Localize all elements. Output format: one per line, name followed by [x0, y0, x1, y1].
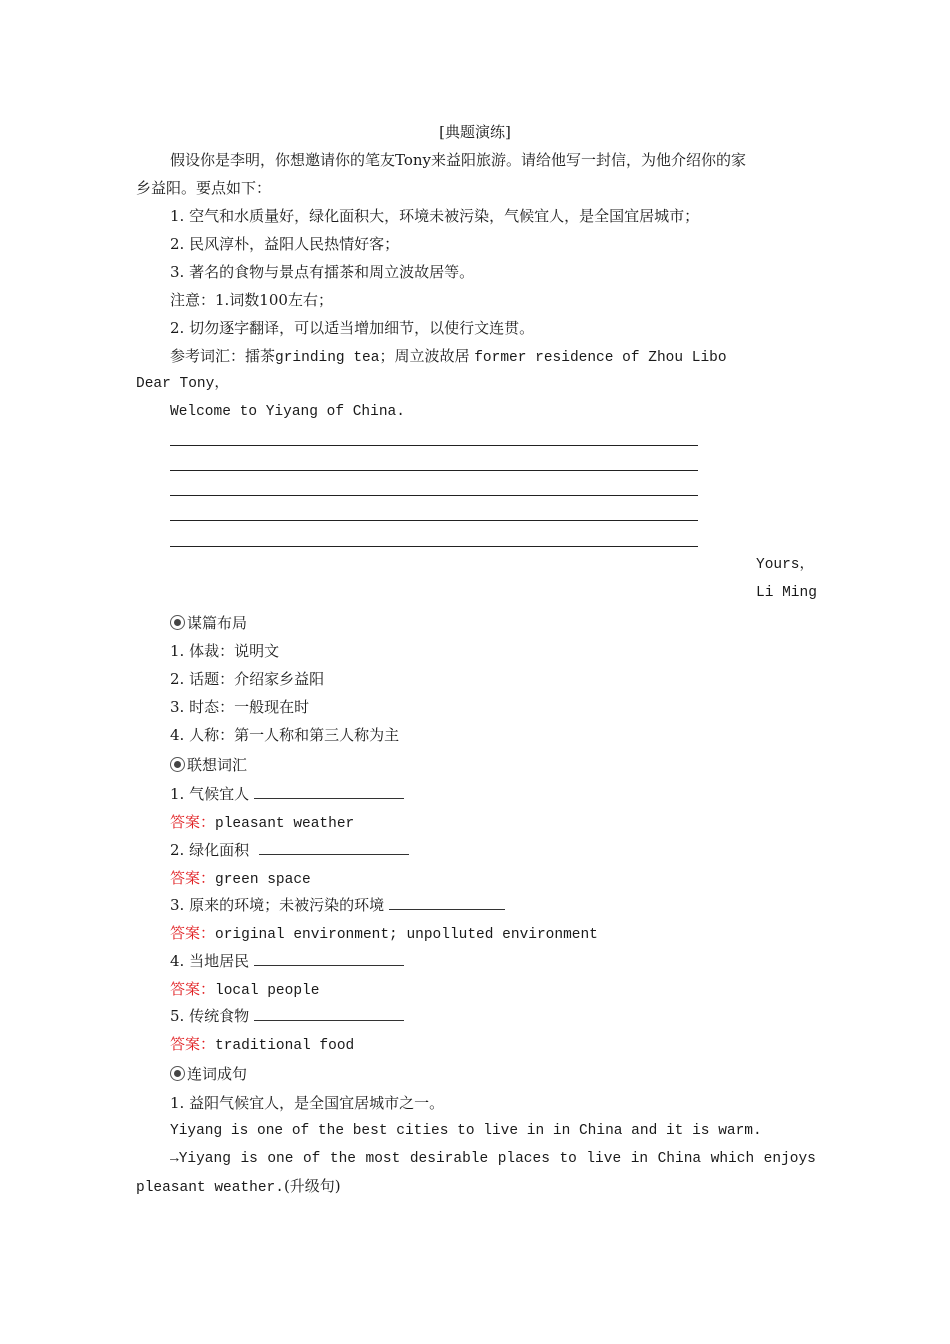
sentence-question: 1. 益阳气候宜人，是全国宜居城市之一。 [170, 1094, 445, 1112]
sentence-word: China [657, 1151, 702, 1167]
writing-line[interactable] [170, 445, 698, 446]
layout-item: 1. 体裁：说明文 [170, 642, 280, 660]
sentence-word: enjoys [763, 1151, 816, 1167]
layout-item: 2. 话题：介绍家乡益阳 [170, 670, 325, 688]
writing-line[interactable] [170, 495, 698, 496]
sentence-word: in [630, 1151, 649, 1167]
prompt-point-1: 1. 空气和水质量好，绿化面积大，环境未被污染，气候宜人，是全国宜居城市； [170, 207, 700, 225]
letter-opening: Welcome to Yiyang of China. [170, 404, 405, 420]
vocab-question: 4. 当地居民 [170, 951, 404, 971]
sentence-word: most [365, 1151, 401, 1167]
answer-blank[interactable] [254, 784, 404, 799]
sentence-word: places [497, 1151, 550, 1167]
prompt-point-2: 2. 民风淳朴，益阳人民热情好客； [170, 235, 400, 253]
vocab-answer: 答案：pleasant weather [170, 813, 355, 832]
prompt-line-2: 乡益阳。要点如下： [136, 179, 272, 197]
writing-line[interactable] [170, 470, 698, 471]
section-heading-layout: 谋篇布局 [170, 613, 247, 633]
radio-bullet-icon [170, 615, 185, 630]
sentence-word: the [329, 1151, 357, 1167]
answer-blank[interactable] [259, 840, 409, 855]
layout-item: 4. 人称：第一人称和第三人称为主 [170, 726, 400, 744]
prompt-line-1: 假设你是李明，你想邀请你的笔友Tony来益阳旅游。请给他写一封信，为他介绍你的家 [170, 151, 747, 169]
sentence-word: to [559, 1151, 577, 1167]
sentence-word: desirable [409, 1151, 489, 1167]
prompt-vocab [170, 346, 727, 368]
upgraded-sentence-line-1 [170, 1149, 816, 1169]
section-heading-sentences: 连词成句 [170, 1064, 247, 1084]
radio-bullet-icon [170, 1066, 185, 1081]
sentence-word: is [240, 1151, 258, 1167]
prompt-note-2: 2. 切勿逐字翻译，可以适当增加细节，以使行文连贯。 [170, 319, 535, 337]
answer-blank[interactable] [254, 1006, 404, 1021]
sentence-word: live [586, 1151, 622, 1167]
vocab-question: 5. 传统食物 [170, 1006, 404, 1026]
vocab-answer: 答案：original environment; unpolluted environment [170, 924, 598, 943]
vocab-answer: 答案：local people [170, 980, 320, 999]
sentence-word: of [302, 1151, 321, 1167]
layout-item: 3. 时态：一般现在时 [170, 698, 310, 716]
vocab-question: 1. 气候宜人 [170, 784, 404, 804]
sentence-word: one [267, 1151, 294, 1167]
radio-bullet-icon [170, 757, 185, 772]
vocab-question: 2. 绿化面积 [170, 840, 409, 860]
letter-signature: Li Ming [756, 585, 817, 601]
prompt-point-3: 3. 著名的食物与景点有擂茶和周立波故居等。 [170, 263, 475, 281]
section-title: [典题演练] [439, 123, 511, 141]
vocab-question: 3. 原来的环境；未被污染的环境 [170, 895, 505, 915]
prompt-note-1: 注意：1.词数100左右； [170, 291, 333, 309]
letter-closing: Yours， [756, 557, 815, 573]
writing-line[interactable] [170, 546, 698, 547]
answer-blank[interactable] [389, 895, 505, 910]
vocab-prefix: 参考词汇：擂茶 [170, 347, 276, 365]
letter-greeting: Dear Tony， [136, 376, 229, 392]
basic-sentence: Yiyang is one of the best cities to live in in China and it is warm. [170, 1123, 762, 1139]
sentence-word: →Yiyang [170, 1151, 231, 1167]
vocab-mid: ；周立波故居 [379, 347, 470, 365]
vocab-en-1: grinding tea [275, 350, 380, 366]
vocab-answer: 答案：traditional food [170, 1035, 355, 1054]
writing-line[interactable] [170, 520, 698, 521]
sentence-word: which [710, 1151, 755, 1167]
answer-blank[interactable] [254, 951, 404, 966]
vocab-answer: 答案：green space [170, 869, 311, 888]
upgraded-sentence-line-2: pleasant weather.(升级句) [136, 1177, 341, 1196]
section-heading-vocab: 联想词汇 [170, 755, 247, 775]
vocab-en-2: former residence of Zhou Libo [474, 350, 727, 366]
